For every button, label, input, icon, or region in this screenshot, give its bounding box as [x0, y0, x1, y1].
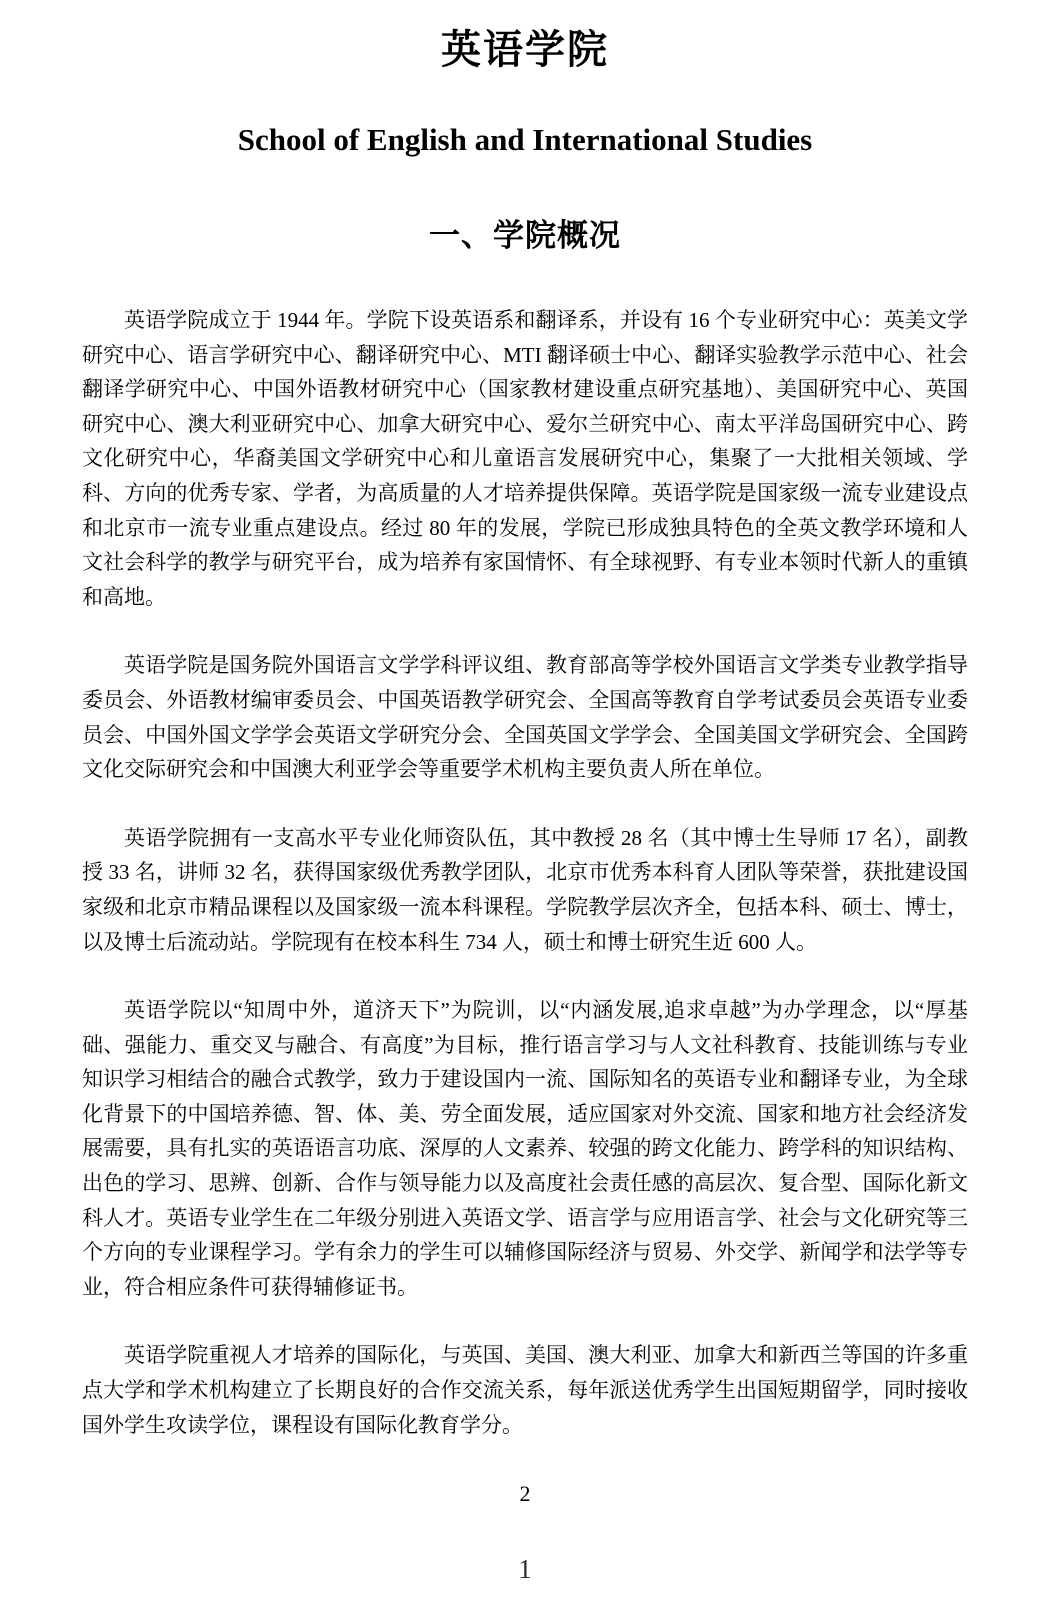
document-title-english: School of English and International Studies [237, 122, 813, 157]
paragraph-academic-organizations: 英语学院是国务院外国语言文学学科评议组、教育部高等学校外国语言文学类专业教学指导委员会、外语教材编审委员会、中国英语教学研究会、全国高等教育自学考试委员会英语专业委员会、中国外国文学学会英语文学研究分会、全国英国文学学会、全国美国文学研究会、全国跨文化交际研究会和中国澳大利亚学会等重要学术机构主要负责人所在单位。 [82, 653, 968, 782]
paragraph-faculty-statistics: 英语学院拥有一支高水平专业化师资队伍，其中教授 28 名（其中博士生导师 17 名），副教授 33 名，讲师 32 名，获得国家级优秀教学团队，北京市优秀本科育人团队等荣誉，获批建设国家级和北京市精品课程以及国家级一流本科课程。学院教学层次齐全，包括本科、硕士、博士，以及博士后流动站。学院现有在校本科生 734 人，硕士和博士研究生近 600 人。 [82, 825, 968, 954]
page-number: 2 [519, 1481, 531, 1506]
section-heading-overview: 一、学院概况 [429, 218, 621, 253]
document-title-chinese: 英语学院 [441, 28, 609, 72]
paragraph-history-centers: 英语学院成立于 1944 年。学院下设英语系和翻译系，并设有 16 个专业研究中心：英美文学研究中心、语言学研究中心、翻译研究中心、MTI 翻译硕士中心、翻译实验教学示范中心、社会翻译学研究中心、中国外语教材研究中心（国家教材建设重点研究基地）、美国研究中心、英国研究中心、澳大利亚研究中心、加拿大研究中心、爱尔兰研究中心、南太平洋岛国研究中心、跨文化研究中心，华裔美国文学研究中心和儿童语言发展研究中心，集聚了一大批相关领域、学科、方向的优秀专家、学者，为高质量的人才培养提供保障。英语学院是国家级一流专业建设点和北京市一流专业重点建设点。经过 80 年的发展，学院已形成独具特色的全英文教学环境和人文社会科学的教学与研究平台，成为培养有家国情怀、有全球视野、有专业本领时代新人的重镇和高地。 [82, 308, 968, 609]
sheet-number: 1 [518, 1554, 532, 1584]
paragraph-educational-philosophy: 英语学院以“知周中外，道济天下”为院训，以“内涵发展,追求卓越”为办学理念，以“厚基础、强能力、重交叉与融合、有高度”为目标，推行语言学习与人文社科教育、技能训练与专业知识学习相结合的融合式教学，致力于建设国内一流、国际知名的英语专业和翻译专业，为全球化背景下的中国培养德、智、体、美、劳全面发展，适应国家对外交流、国家和地方社会经济发展需要，具有扎实的英语语言功底、深厚的人文素养、较强的跨文化能力、跨学科的知识结构、出色的学习、思辨、创新、合作与领导能力以及高度社会责任感的高层次、复合型、国际化新文科人才。英语专业学生在二年级分别进入英语文学、语言学与应用语言学、社会与文化研究等三个方向的专业课程学习。学有余力的学生可以辅修国际经济与贸易、外交学、新闻学和法学等专业，符合相应条件可获得辅修证书。 [82, 998, 968, 1299]
paragraph-internationalization: 英语学院重视人才培养的国际化，与英国、美国、澳大利亚、加拿大和新西兰等国的许多重点大学和学术机构建立了长期良好的合作交流关系，每年派送优秀学生出国短期留学，同时接收国外学生攻读学位，课程设有国际化教育学分。 [82, 1343, 968, 1437]
document-body [82, 303, 968, 1442]
